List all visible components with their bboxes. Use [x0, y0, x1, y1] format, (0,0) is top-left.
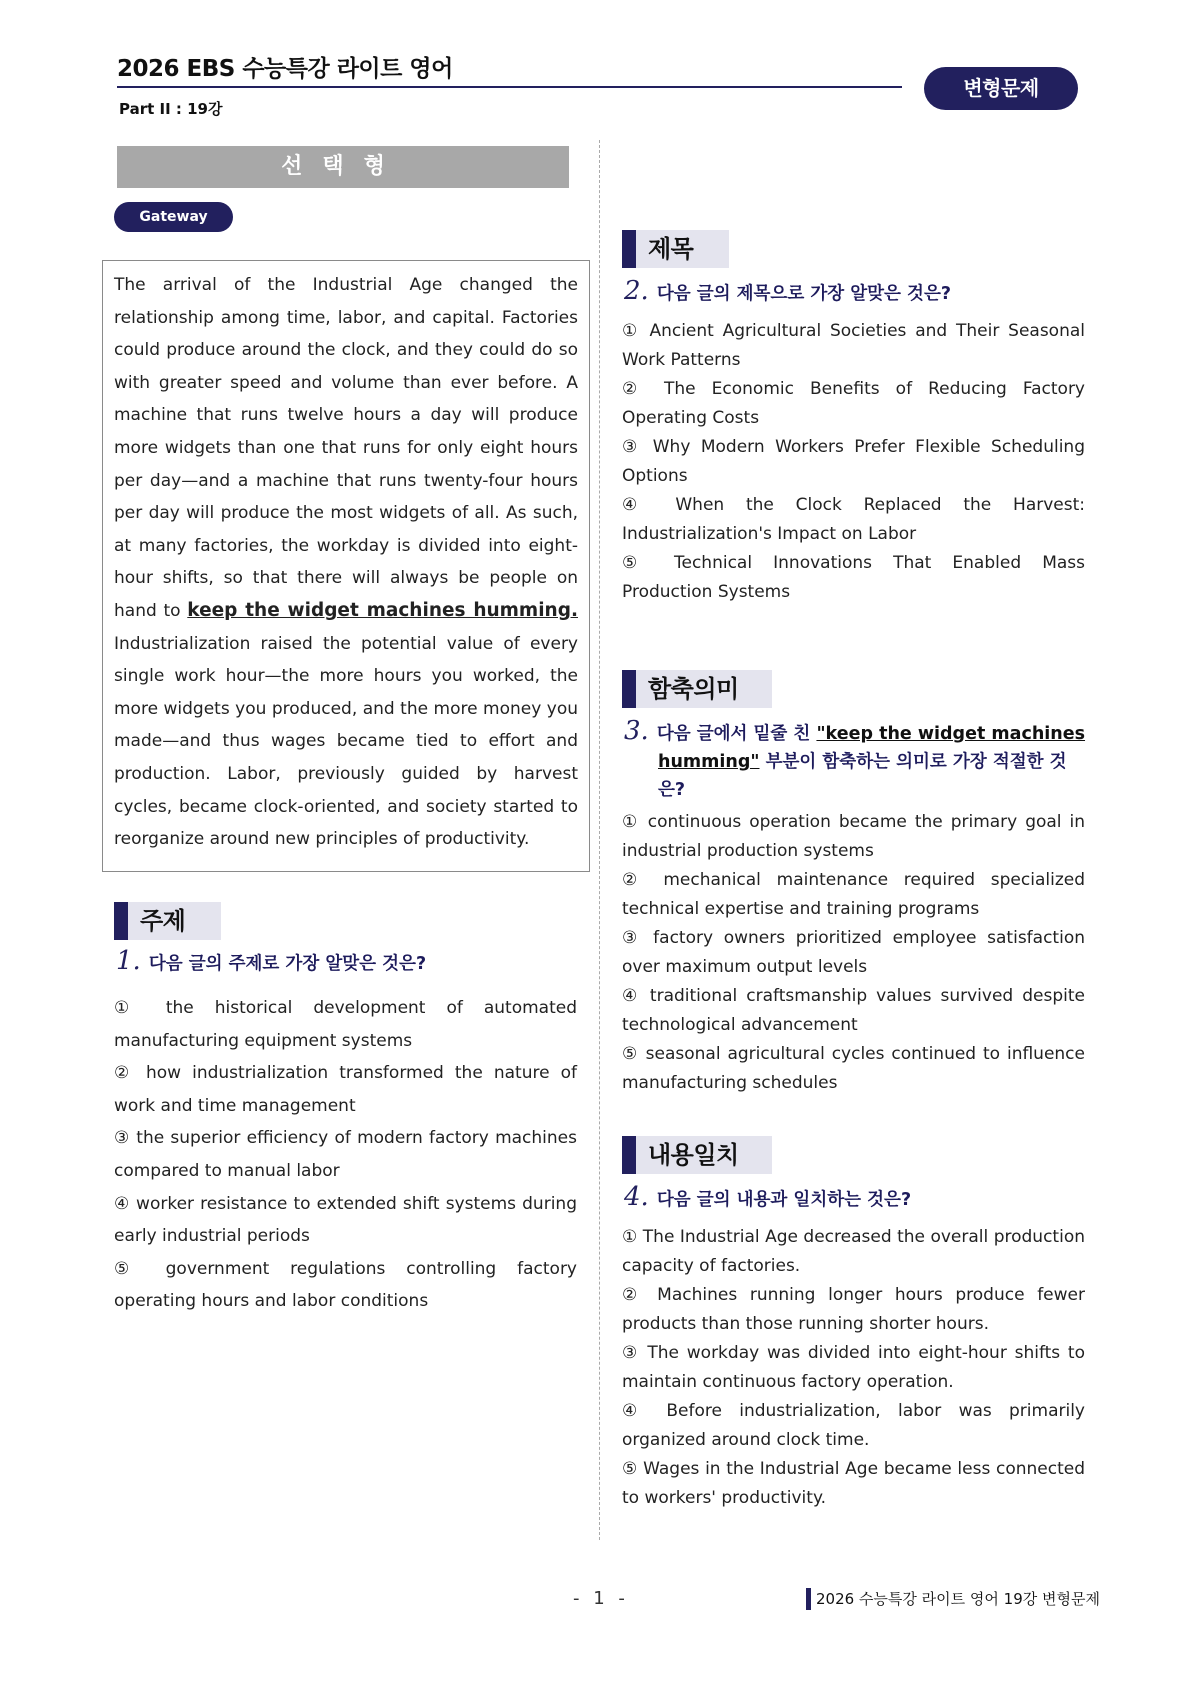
q2-option-4[interactable]: ④ When the Clock Replaced the Harvest: Industrialization's Impact on Labor	[622, 495, 1085, 544]
q1-category-header: 주제	[114, 902, 221, 940]
variant-badge: 변형문제	[924, 67, 1078, 110]
q4-option-1[interactable]: ① The Industrial Age decreased the overall production capacity of factories.	[622, 1227, 1085, 1276]
header-divider	[117, 86, 902, 88]
q4-option-5[interactable]: ⑤ Wages in the Industrial Age became less connected to workers' productivity.	[622, 1459, 1085, 1508]
q3-title-continuation	[624, 748, 1087, 804]
q2-option-3[interactable]: ③ Why Modern Workers Prefer Flexible Scheduling Options	[622, 437, 1085, 486]
part-label: Part II : 19강	[119, 100, 223, 118]
q3-option-1[interactable]: ① continuous operation became the primary goal in industrial production systems	[622, 812, 1085, 861]
q3-title-quote-2: humming"	[658, 752, 760, 772]
document-title: 2026 EBS 수능특강 라이트 영어	[117, 56, 453, 82]
q1-title-text: 다음 글의 주제로 가장 알맞은 것은?	[148, 954, 427, 974]
q3-options	[622, 808, 1085, 1098]
q3-title-suffix: 부분이 함축하는 의미로 가장 적절한 것은?	[658, 752, 1067, 800]
q1-option-3[interactable]: ③ the superior efficiency of modern factory machines compared to manual labor	[114, 1128, 577, 1181]
q4-title	[624, 1183, 1094, 1214]
q1-options	[114, 992, 577, 1318]
q3-category-header: 함축의미	[622, 670, 772, 708]
q4-number: 4.	[624, 1182, 649, 1212]
q3-option-2[interactable]: ② mechanical maintenance required specialized technical expertise and training programs	[622, 870, 1085, 919]
passage-text-after: Industrialization raised the potential value of every single work hour—the more hours you worked, the more widgets you produced, and the more money you made—and thus wages became tied to effort and production. Labor, previously guided by harvest cycles, became clock-oriented, and society started to reorganize around new principles of productivity.	[114, 633, 578, 850]
q3-option-4[interactable]: ④ traditional craftsmanship values survived despite technological advancement	[622, 986, 1085, 1035]
q4-title-text: 다음 글의 내용과 일치하는 것은?	[656, 1190, 912, 1210]
q3-option-3[interactable]: ③ factory owners prioritized employee satisfaction over maximum output levels	[622, 928, 1085, 977]
footer-document-label: 2026 수능특강 라이트 영어 19강 변형문제	[806, 1588, 1100, 1610]
column-divider	[599, 140, 600, 1540]
q1-option-4[interactable]: ④ worker resistance to extended shift systems during early industrial periods	[114, 1193, 577, 1247]
q3-title-prefix: 다음 글에서 밑줄 친	[656, 724, 817, 744]
q1-option-5[interactable]: ⑤ government regulations controlling factory operating hours and labor conditions	[114, 1258, 577, 1312]
q4-option-3[interactable]: ③ The workday was divided into eight-hour shifts to maintain continuous factory operation.	[622, 1343, 1085, 1392]
gateway-badge: Gateway	[114, 202, 233, 232]
q2-title-text: 다음 글의 제목으로 가장 알맞은 것은?	[656, 284, 952, 304]
q2-category-header: 제목	[622, 230, 729, 268]
q1-number: 1.	[116, 946, 141, 976]
q4-options	[622, 1223, 1085, 1513]
q3-title-quote-1: "keep the widget machines	[816, 724, 1086, 744]
q4-option-2[interactable]: ② Machines running longer hours produce fewer products than those running shorter hours.	[622, 1285, 1085, 1334]
passage-underlined-phrase: keep the widget machines humming.	[187, 599, 578, 621]
q4-option-4[interactable]: ④ Before industrialization, labor was primarily organized around clock time.	[622, 1401, 1085, 1450]
section-bar-multiple-choice: 선택형	[117, 146, 569, 188]
q2-title	[624, 277, 1094, 308]
q1-title	[116, 947, 586, 978]
page-number: - 1 -	[573, 1588, 629, 1609]
q4-category-header: 내용일치	[622, 1136, 772, 1174]
passage-text-before: The arrival of the Industrial Age changed the relationship among time, labor, and capital. Factories could produce around the clock, and they could do so with greater speed and volume than ever before. A machine that runs twelve hours a day will produce more widgets than one that runs for only eight hours per day—and a machine that runs twenty-four hours per day will produce the most widgets of all. As such, at many factories, the workday is divided into eight-hour shifts, so that there will always be people on hand to	[114, 275, 578, 621]
q2-options	[622, 317, 1085, 607]
q1-option-1[interactable]: ① the historical development of automated manufacturing equipment systems	[114, 998, 577, 1051]
q2-option-5[interactable]: ⑤ Technical Innovations That Enabled Mass Production Systems	[622, 553, 1085, 602]
q2-option-1[interactable]: ① Ancient Agricultural Societies and Their Seasonal Work Patterns	[622, 321, 1085, 370]
q3-option-5[interactable]: ⑤ seasonal agricultural cycles continued to influence manufacturing schedules	[622, 1044, 1085, 1093]
reading-passage	[102, 260, 590, 872]
q2-number: 2.	[624, 276, 649, 306]
q1-option-2[interactable]: ② how industrialization transformed the nature of work and time management	[114, 1063, 577, 1116]
q3-number: 3.	[624, 716, 649, 746]
q2-option-2[interactable]: ② The Economic Benefits of Reducing Factory Operating Costs	[622, 379, 1085, 428]
q3-title	[624, 717, 1087, 804]
